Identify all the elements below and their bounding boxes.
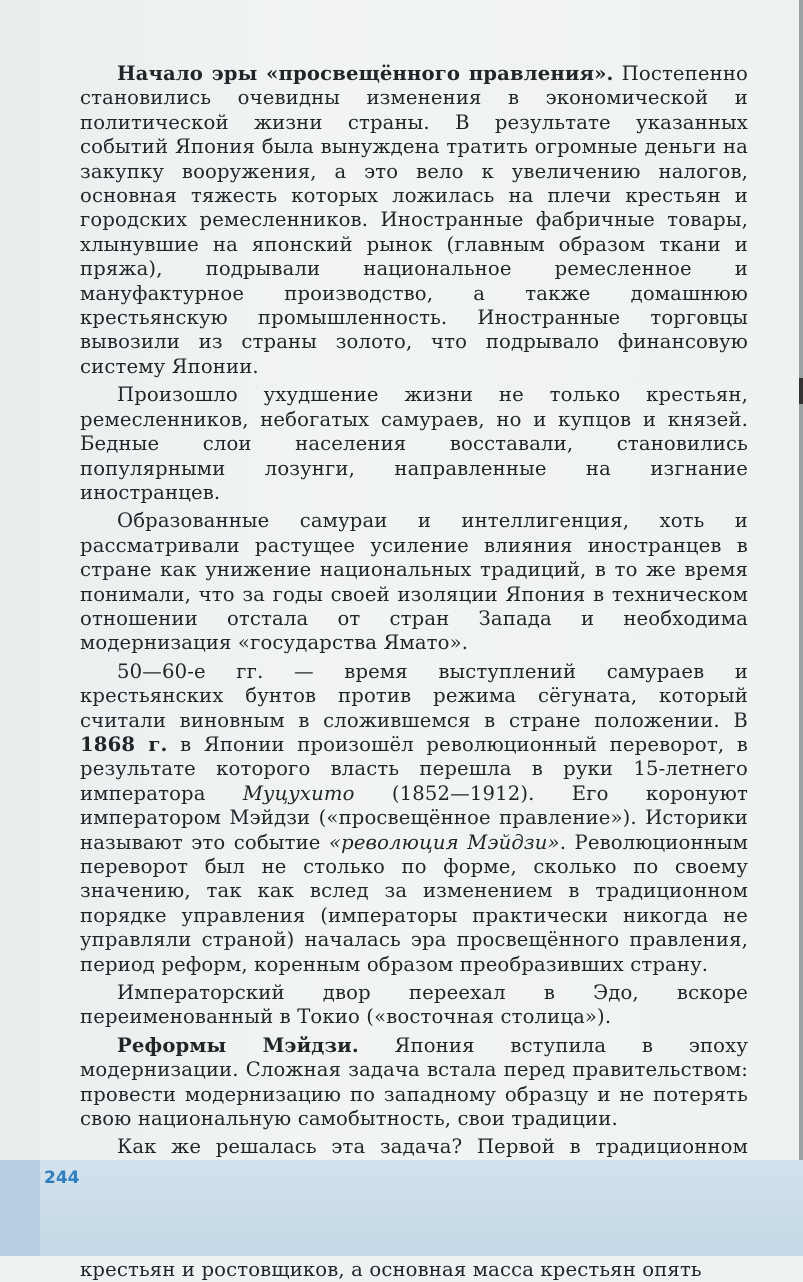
paragraph-text: в Японии произошёл революционный переворот, в результате которого власть перешла в руки 15-летнего императора — [80, 732, 748, 805]
paragraph-tokyo — [80, 981, 748, 1030]
paragraph-text: Как же решалась эта задача? Первой в традиционном — [117, 1135, 748, 1159]
edge-mark — [799, 378, 803, 404]
term-meiji-revolution: «революция Мэйдзи» — [328, 830, 560, 854]
paragraph-meiji-reforms — [80, 1034, 748, 1132]
paragraph-text: . Революционным переворот был не столько по форме, сколько по своему значению, так как вслед за изменением в традиционном порядке управления (императоры практически никогда не управляли страной) началась эра просвещённого правления, период реформ, коренным образом преобразивших страну. — [80, 830, 748, 976]
page-edge — [799, 0, 803, 1256]
year-1868: 1868 г. — [80, 732, 168, 756]
paragraph-text: (1852—1912). Его коронуют императором Мэйдзи («просвещённое правление»). Историки называют это событие — [80, 781, 748, 854]
paragraph-text: Образованные самураи и интеллигенция, хоть и рассматривали растущее усиление влияния иностранцев в стране как унижение национальных традиций, в то же время понимали, что за годы своей изоляции Япония в техническом отношении отстала от стран Запада и необходима модернизация «государства Ямато». — [80, 509, 748, 655]
term-mutsuhito: Муцухито — [242, 781, 355, 805]
body-text — [80, 62, 748, 1282]
paragraph-samurai — [80, 509, 748, 655]
paragraph-text: 50—60-е гг. — время выступлений самураев и крестьянских бунтов против режима сёгуната, который считали виновным в сложившемся в стране положении. В — [80, 659, 748, 732]
heading-meiji-reforms: Реформы Мэйдзи. — [117, 1033, 359, 1057]
paragraph-text: Произошло ухудшение жизни не только крестьян, ремесленников, небогатых самураев, но и купцов и князей. Бедные слои населения восставали, становились популярными лозунги, направленные на изгнание иностранцев. — [80, 383, 748, 504]
paragraph-era-start — [80, 62, 748, 379]
page-number: 244 — [44, 1168, 80, 1188]
paragraph-1868 — [80, 660, 748, 977]
footer-left-strip — [0, 1160, 40, 1256]
paragraph-text: крестьян и ростовщиков, а основная масса крестьян опять — [80, 1257, 702, 1281]
footer-band — [0, 1160, 803, 1256]
paragraph-text: Япония вступила в эпоху модернизации. Сложная задача встала перед правительством: провести модернизацию по западному образцу и не потерять свою национальную самобытность, свои традиции. — [80, 1033, 748, 1131]
paragraph-text: Императорский двор переехал в Эдо, вскоре переименованный в Токио («восточная столица»). — [80, 981, 748, 1029]
paragraph-text: Постепенно становились очевидны изменения в экономической и политической жизни страны. В результате указанных событий Япония была вынуждена тратить огромные деньги на закупку вооружения, а это вело к увеличению налогов, основная тяжесть которых ложилась на плечи крестьян и городских ремесленников. Иностранные фабричные товары, хлынувшие на японский рынок (главным образом ткани и пряжа), подрывали национальное ремесленное и мануфактурное производство, а также домашнюю крестьянскую промышленность. Иностранные торговцы вывозили из страны золото, что подрывало финансовую систему Японии. — [80, 62, 749, 378]
paragraph-decline — [80, 383, 748, 505]
heading-era-start: Начало эры «просвещённого правления». — [117, 62, 614, 85]
